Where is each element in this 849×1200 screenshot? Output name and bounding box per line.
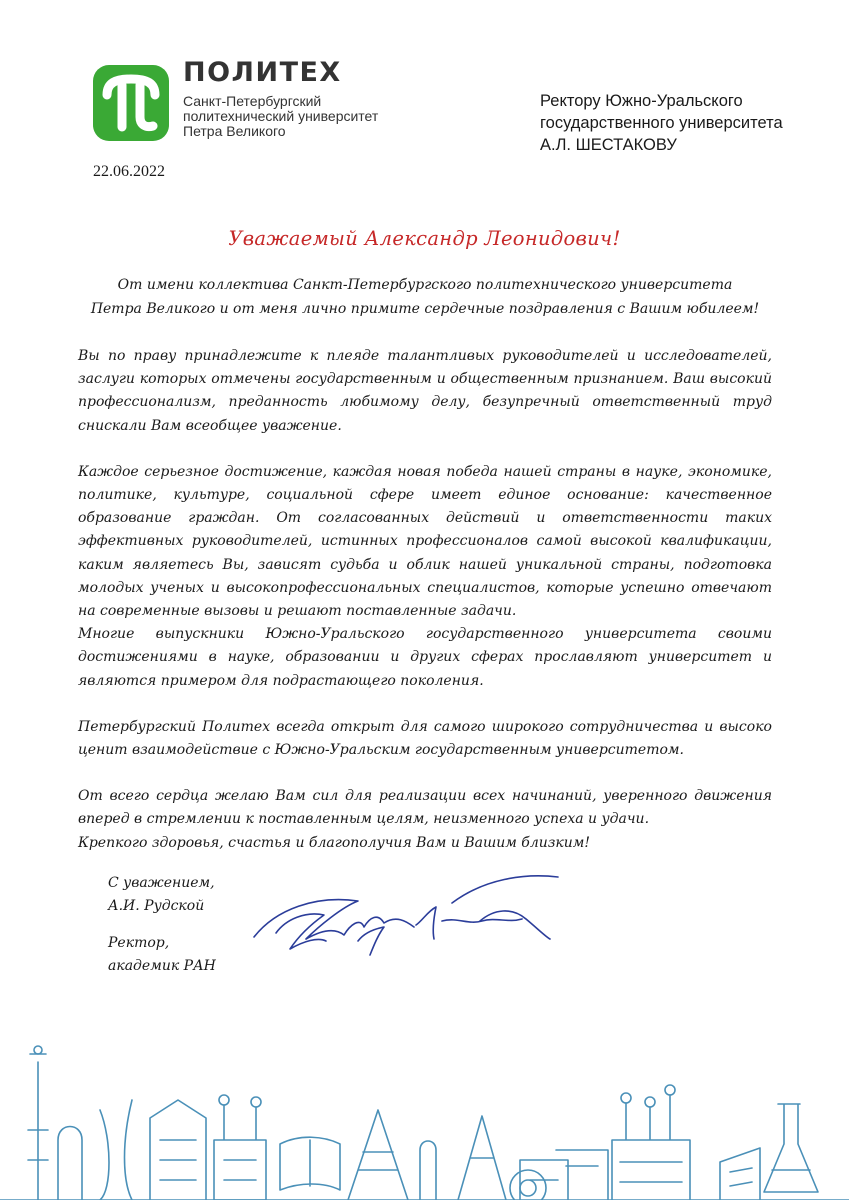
body-paragraph: Крепкого здоровья, счастья и благополучия Вам и Вашим близким! (78, 834, 591, 851)
signer-position: Ректор, (108, 935, 170, 951)
addressee-line: Ректору Южно-Уральского (540, 92, 743, 110)
body-paragraph: Многие выпускники Южно-Уральского государственного университета своими достижениями в науке, образовании и других сферах прославляют университет и являются примером для подрастающего поколения. (78, 626, 772, 689)
addressee-line: А.Л. ШЕСТАКОВУ (540, 136, 677, 154)
letter-date: 22.06.2022 (93, 163, 165, 180)
politech-logo (93, 57, 393, 143)
brand-name: ПОЛИТЕХ (183, 57, 342, 88)
body-paragraph: Петербургский Политех всегда открыт для самого широкого сотрудничества и высоко ценит взаимодействие с Южно-Уральским государственным университетом. (78, 718, 772, 759)
brand-subtitle-line: политехнический университет (183, 108, 379, 124)
brand-subtitle-line: Петра Великого (183, 123, 286, 139)
body-paragraph: Каждое серьезное достижение, каждая новая победа нашей страны в науке, экономике, политике, культуре, социальной сфере имеет единое основание: качественное образование граждан. От согласованных действий и ответственности таких эффективных руководителей, истинных профессионалов самой высокой квалификации, каким являетесь Вы, зависят судьба и облик нашей уникальной страны, подготовка молодых ученых и высокопрофессиональных специалистов, которые успешно отвечают на современные вызовы и решают поставленные задачи. (78, 463, 772, 620)
closing-regards: С уважением, (108, 875, 215, 891)
letter-body (78, 345, 772, 855)
signature-block (108, 872, 216, 978)
intro-line: От имени коллектива Санкт-Петербургского политехнического университета (117, 277, 733, 293)
brand-subtitle (183, 94, 378, 139)
pi-logo-icon (93, 65, 169, 141)
signer-name: А.И. Рудской (108, 898, 205, 914)
brand-subtitle-line: Санкт-Петербургский (183, 93, 322, 109)
handwritten-signature (246, 867, 566, 962)
addressee-block (540, 90, 783, 156)
body-paragraph: Вы по праву принадлежите к плеяде талантливых руководителей и исследователей, заслуги которых отмечены государственным и общественным признанием. Ваш высокий профессионализм, преданность любимому делу, безупречный ответственный труд снискали Вам всеобщее уважение. (78, 348, 772, 434)
decorative-science-illustration (0, 1040, 849, 1200)
intro-paragraph (60, 273, 790, 321)
addressee-line: государственного университета (540, 114, 783, 132)
salutation: Уважаемый Александр Леонидович! (228, 227, 621, 250)
intro-line: Петра Великого и от меня лично примите сердечные поздравления с Вашим юбилеем! (90, 301, 760, 317)
signer-title: академик РАН (108, 958, 216, 974)
body-paragraph: От всего сердца желаю Вам сил для реализации всех начинаний, уверенного движения вперед в стремлении к поставленным целям, неизменного успеха и удачи. (78, 788, 772, 828)
